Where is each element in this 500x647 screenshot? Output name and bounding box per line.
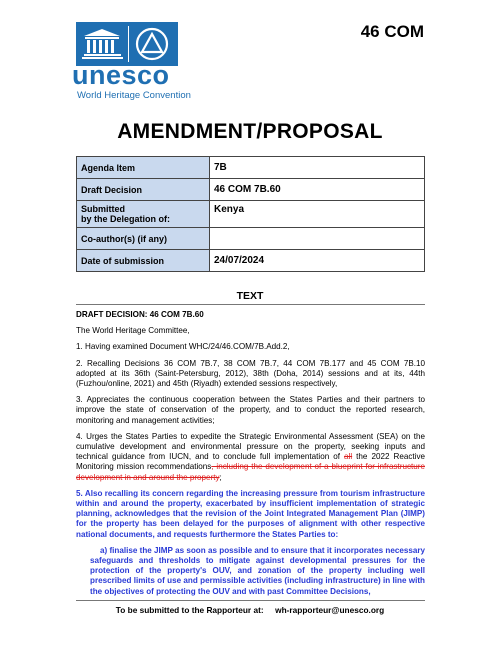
unesco-wordmark: unesco [72, 60, 170, 90]
page-title: AMENDMENT/PROPOSAL [117, 120, 383, 143]
submission-date-label: Date of submission [77, 250, 210, 272]
table-row [77, 157, 425, 179]
paragraph-4-text-a: 4. Urges the States Parties to expedite the Strategic Environmental Assessment (SEA) on the cumulative development and environmental pressure on the property, seeking inputs and technical guidance from IUCN, and to conclude full implementation of [76, 431, 425, 462]
org-subtitle: World Heritage Convention [77, 90, 191, 101]
paragraph-5-inserted: 5. Also recalling its concern regarding the increasing pressure from tourism infrastructure within and around the property, exacerbated by insufficient implementation of strategic planning, acknowledges that the revision of the Joint Integrated Management Plan (JIMP) for the property has been delayed for the purposes of alignment with other respective national documents, and requests furthermore the States Parties to: [76, 488, 425, 539]
footer-divider [76, 600, 425, 601]
submission-date-value: 24/07/2024 [210, 250, 425, 272]
world-heritage-emblem-icon [137, 29, 167, 59]
deleted-text: , including the development of a blueprint for infrastructure development in and around the property [76, 462, 425, 482]
paragraph-2: 2. Recalling Decisions 36 COM 7B.7, 38 COM 7B.7, 44 COM 7B.177 and 45 COM 7B.10 adopted at its 36th (Saint-Petersburg, 2012), 38th (Doha, 2014) sessions and at its, 44th (Fuzhou/online, 2021) and 45th (Riyadh) extended sessions respectively, [76, 358, 425, 389]
agenda-item-label: Agenda Item [77, 157, 210, 179]
draft-decision-value: 46 COM 7B.60 [210, 179, 425, 201]
footer [0, 605, 500, 615]
coauthors-label: Co-author(s) (if any) [77, 228, 210, 250]
paragraph-3: 3. Appreciates the continuous cooperation between the States Parties and their partners to improve the state of conservation of the property, and to conduct the reported research, monitoring and management activities; [76, 395, 425, 425]
deleted-text: all [344, 452, 353, 462]
paragraph-4-text-c: ; [219, 472, 222, 482]
submitted-by-label: Submitted by the Delegation of: [77, 201, 210, 228]
paragraph-4 [76, 432, 425, 483]
coauthors-value [210, 228, 425, 250]
paragraph-5a-inserted: a) finalise the JIMP as soon as possible and to ensure that it incorporates necessary safeguards and thresholds to mitigate against developmental pressures for the protection of the property's OUV, and zonation of the property including well prescribed limits of use and permissible activities (including infrastructure) in line with the objectives of protecting the OUV and with past Committee Decisions, [90, 545, 425, 596]
table-row [77, 179, 425, 201]
submission-metadata-table [76, 156, 425, 272]
text-section-heading: TEXT [236, 290, 264, 302]
paragraph-1: 1. Having examined Document WHC/24/46.COM/7B.Add.2, [76, 342, 290, 352]
session-code: 46 COM [360, 22, 424, 41]
rapporteur-email[interactable]: wh-rapporteur@unesco.org [275, 605, 385, 615]
agenda-item-value: 7B [210, 157, 425, 179]
decision-heading: DRAFT DECISION: 46 COM 7B.60 [76, 310, 204, 319]
paragraph-4-text-b: the 2022 Reactive Monitoring mission recommendations [76, 452, 425, 472]
table-row [77, 228, 425, 250]
table-row [77, 201, 425, 228]
decision-body [76, 310, 425, 603]
temple-icon [82, 29, 123, 59]
section-divider [76, 304, 425, 305]
footer-label: To be submitted to the Rapporteur at: [115, 605, 264, 615]
intro-line: The World Heritage Committee, [76, 326, 190, 336]
draft-decision-label: Draft Decision [77, 179, 210, 201]
submitted-by-value: Kenya [210, 201, 425, 228]
table-row [77, 250, 425, 272]
